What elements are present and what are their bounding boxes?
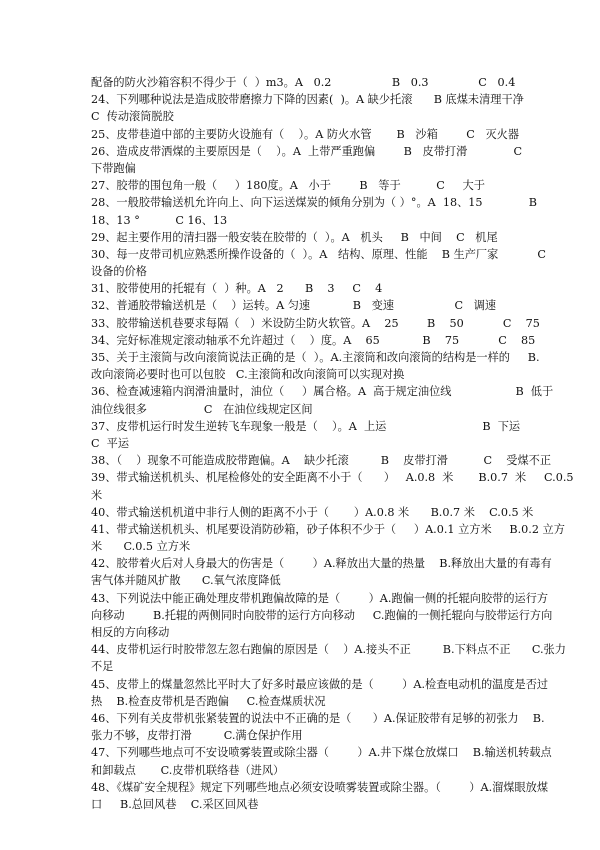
text-line: 48、《煤矿安全规程》规定下列哪些地点必须安设喷雾装置或除尘器。（ ）A.溜煤眼放煤 [91,780,549,794]
text-line: 39、带式输送机机头、机尾检修处的安全距离不小于（ ） A.0.8 米 B.0.7 米 C.0.5 [91,471,574,485]
text-line: 24、下列哪种说法是造成胶带磨擦力下降的因素( )。A 缺少托滚 B 底煤未清理干净 [91,93,524,107]
text-line: 米 C.0.5 立方米 [91,540,191,554]
text-line: 46、下列有关皮带机张紧装置的说法中不正确的是（ ）A.保证胶带有足够的初张力 B. [91,711,545,725]
text-line: 37、皮带机运行时发生逆转飞车现象一般是（ ）。A 上运 B 下运 [91,419,521,433]
text-line: 31、胶带使用的托辊有（ ）种。A 2 B 3 C 4 [91,282,383,296]
text-line: 18、13 ° C 16、13 [91,213,228,227]
text-line: 口 B.总回风巷 C.采区回风巷 [91,797,259,811]
text-line: 45、皮带上的煤量忽然比平时大了好多时最应该做的是（ ）A.检查电动机的温度是否过 [91,677,549,691]
text-line: 相反的方向移动 [91,626,170,639]
text-line: 47、下列哪些地点可不安设喷雾装置或除尘器（ ）A.井下煤仓放煤口 B.输送机转载点 [91,746,552,760]
text-line: 下带跑偏 [91,161,136,175]
text-line: 42、胶带着火后对人身最大的伤害是（ ）A.释放出大量的热量 B.释放出大量的有毒有 [91,557,552,571]
text-line: 不足 [91,660,114,674]
text-line: C 平运 [91,436,130,450]
text-line: 油位线很多 C 在油位线规定区间 [91,402,313,416]
text-line: 41、带式输送机机头、机尾要设消防砂箱，砂子体积不少于（ ）A.0.1 立方米 B.0.2 立方 [91,522,565,536]
text-line: 和卸载点 C.皮带机联络巷（进风） [91,763,285,777]
text-line: C 传动滚筒脱胶 [91,110,174,124]
text-line: 40、带式输送机机道中非行人侧的距离不小于（ ）A.0.8 米 B.0.7 米 C.0.5 米 [91,505,534,519]
text-line: 害气体并随风扩散 C.氧气浓度降低 [91,574,281,588]
text-line: 33、胶带输送机巷要求每隔（ ）米设防尘防火软管。A 25 B 50 C 75 [91,316,540,330]
text-line: 29、起主要作用的清扫器一般安装在胶带的（ ）。A 机头 B 中间 C 机尾 [91,230,498,244]
text-line: 米 [91,488,103,502]
text-line: 张力不够，皮带打滑 C.满仓保护作用 [91,729,303,743]
text-line: 38、（ ）现象不可能造成胶带跑偏。A 缺少托滚 B 皮带打滑 C 受煤不正 [91,454,552,468]
text-line: 向移动 B.托辊的两侧同时向胶带的运行方向移动 C.跑偏的一侧托辊向与胶带运行方向 [91,608,553,622]
text-line: 44、皮带机运行时胶带忽左忽右跑偏的原因是（ ）A.接头不正 B.下料点不正 C.张力 [91,643,566,657]
text-line: 设备的价格 [91,265,147,279]
text-line: 改向滚筒必要时也可以包胶 C.主滚筒和改向滚筒可以实现对换 [91,368,405,382]
text-line: 热 B.检查皮带机是否跑偏 C.检查煤质状况 [91,694,326,708]
text-line: 43、下列说法中能正确处理皮带机跑偏故障的是（ ）A.跑偏一侧的托辊向胶带的运行方 [91,591,549,605]
document-page [91,74,574,813]
text-line: 25、皮带巷道中部的主要防火设施有（ ）。A 防火水管 B 沙箱 C 灭火器 [91,127,520,141]
text-line: 28、一般胶带输送机允许向上、向下运送煤炭的倾角分别为（ ）°。A 18、15 B [91,196,537,210]
text-line: 30、每一皮带司机应熟悉所操作设备的（ ）。A 结构、原理、性能 B 生产厂家 C [91,247,546,261]
text-line: 27、胶带的围包角一般（ ）180度。A 小于 B 等于 C 大于 [91,179,485,193]
text-line: 36、检查减速箱内润滑油量时，油位（ ）属合格。A 高于规定油位线 B 低于 [91,385,554,399]
text-line: 35、关于主滚筒与改向滚筒说法正确的是（ ）。A.主滚筒和改向滚筒的结构是一样的 B. [91,351,540,364]
text-line: 配备的防火沙箱容积不得少于（ ）m3。A 0.2 B 0.3 C 0.4 [91,76,516,89]
text-line: 32、普通胶带输送机是（ ）运转。A 匀速 B 变速 C 调速 [91,299,497,313]
text-line: 26、造成皮带洒煤的主要原因是（ ）。A 上带严重跑偏 B 皮带打滑 C [91,144,523,158]
text-line: 34、完好标准规定滚动轴承不允许超过（ ）度。A 65 B 75 C 85 [91,333,536,347]
